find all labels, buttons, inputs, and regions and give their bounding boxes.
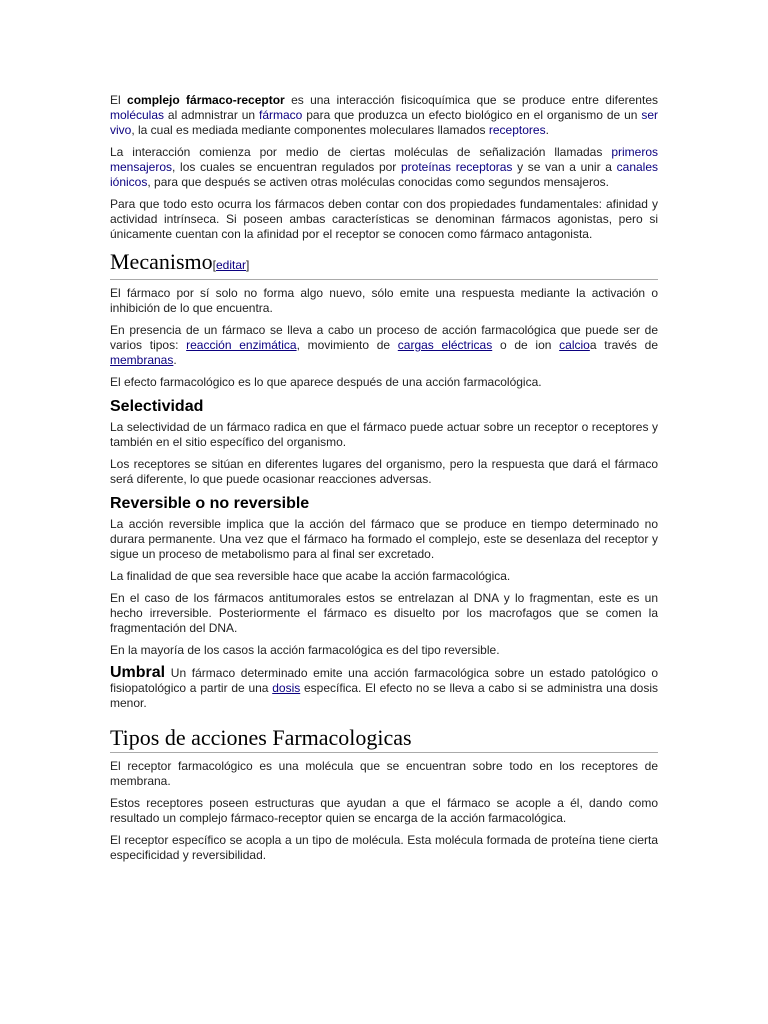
selectividad-paragraph-1: La selectividad de un fármaco radica en que el fármaco puede actuar sobre un receptor o receptores y también en el sitio específico del organismo. xyxy=(110,420,658,449)
link-membranas[interactable]: membranas xyxy=(110,353,174,367)
link-moleculas[interactable]: moléculas xyxy=(110,108,165,122)
intro-paragraph-3: Para que todo esto ocurra los fármacos deben contar con dos propiedades fundamentales: afinidad y actividad intrínseca. Si poseen ambas características se denominan fármacos agonistas, pero si únicamente cuentan con la afinidad por el receptor se conocen como fármaco antagonista. xyxy=(110,197,658,241)
text: . xyxy=(173,353,177,367)
text: , para que después se activen otras moléculas conocidas como segundos mensajeros. xyxy=(147,175,609,189)
text: En presencia de un fármaco se lleva a cabo un proceso de acción farmacológica que puede ser de varios tipos: xyxy=(110,323,658,352)
subheading-reversible: Reversible o no reversible xyxy=(110,495,310,512)
reversible-paragraph-3: En el caso de los fármacos antitumorales estos se entrelazan al DNA y lo fragmentan, este es un hecho irreversible. Posteriormente el fármaco es disuelto por los macrofagos que se comen la fragmentación del DNA. xyxy=(110,591,658,635)
text: a través de xyxy=(589,338,658,352)
bold-term: complejo fármaco-receptor xyxy=(127,93,285,107)
text: o de ion xyxy=(492,338,560,352)
link-reaccion-enzimatica[interactable]: reacción enzimática xyxy=(186,338,297,352)
text: , la cual es mediada mediante componentes moleculares llamados xyxy=(131,123,489,137)
link-farmaco[interactable]: fármaco xyxy=(258,108,303,122)
tipos-paragraph-1: El receptor farmacológico es una molécula que se encuentran sobre todo en los receptores de membrana. xyxy=(110,759,658,788)
link-dosis[interactable]: dosis xyxy=(272,681,301,695)
text: . xyxy=(545,123,549,137)
text: al admnistrar un xyxy=(164,108,259,122)
text: La interacción comienza por medio de ciertas moléculas de señalización llamadas xyxy=(110,145,612,159)
reversible-paragraph-2: La finalidad de que sea reversible hace que acabe la acción farmacológica. xyxy=(110,569,511,583)
link-primeros-mensajeros[interactable]: primeros mensajeros xyxy=(110,145,658,174)
heading-text: Mecanismo xyxy=(110,249,213,274)
mecanismo-paragraph-1: El fármaco por sí solo no forma algo nuevo, sólo emite una respuesta mediante la activación o inhibición de lo que encuentra. xyxy=(110,286,658,315)
bracket: ] xyxy=(246,258,250,272)
edit-section-link xyxy=(213,258,250,272)
link-proteinas-receptoras[interactable]: proteínas receptoras xyxy=(401,160,513,174)
link-canales-ionicos[interactable]: canales iónicos xyxy=(110,160,659,189)
tipos-paragraph-2: Estos receptores poseen estructuras que ayudan a que el fármaco se acople a él, dando como resultado un complejo fármaco-receptor quien se encarga de la acción farmacológica. xyxy=(110,796,658,825)
link-calcio[interactable]: calcio xyxy=(559,338,590,352)
text: para que produzca un efecto biológico en el organismo de un xyxy=(302,108,642,122)
edit-link[interactable]: editar xyxy=(216,258,247,272)
mecanismo-paragraph-3: El efecto farmacológico es lo que aparece después de una acción farmacológica. xyxy=(110,375,542,389)
text: , movimiento de xyxy=(296,338,398,352)
section-heading-tipos: Tipos de acciones Farmacologicas xyxy=(110,725,658,753)
link-cargas-electricas[interactable]: cargas eléctricas xyxy=(397,338,493,352)
tipos-paragraph-3: El receptor específico se acopla a un tipo de molécula. Esta molécula formada de proteína tiene cierta especificidad y reversibilidad. xyxy=(110,833,658,862)
umbral-title: Umbral xyxy=(110,664,166,681)
text: es una interacción fisicoquímica que se produce entre diferentes xyxy=(284,93,658,107)
mecanismo-paragraph-2 xyxy=(110,323,658,368)
text: El xyxy=(110,93,128,107)
reversible-paragraph-4: En la mayoría de los casos la acción farmacológica es del tipo reversible. xyxy=(110,643,500,657)
intro-paragraph-1 xyxy=(110,93,658,138)
text: y se van a unir a xyxy=(512,160,617,174)
reversible-paragraph-1: La acción reversible implica que la acción del fármaco que se produce en tiempo determinado no durara permanente. Una vez que el fármaco ha formado el complejo, este se desenlaza del receptor y sigue un proceso de metabolismo para al final ser excretado. xyxy=(110,517,658,561)
subheading-selectividad: Selectividad xyxy=(110,398,204,415)
link-receptores[interactable]: receptores xyxy=(488,123,546,137)
article-body xyxy=(110,93,658,870)
section-heading-mecanismo xyxy=(110,249,658,280)
umbral-paragraph xyxy=(110,665,658,711)
intro-paragraph-2 xyxy=(110,145,658,190)
link-ser-vivo[interactable]: ser vivo xyxy=(110,108,658,137)
text: , los cuales se encuentran regulados por xyxy=(172,160,401,174)
text: Un fármaco determinado emite una acción farmacológica sobre un estado patológico o fisiopatológico a partir de una xyxy=(110,666,658,695)
selectividad-paragraph-2: Los receptores se sitúan en diferentes lugares del organismo, pero la respuesta que dará el fármaco será diferente, lo que puede ocasionar reacciones adversas. xyxy=(110,457,658,486)
bracket: [ xyxy=(212,258,216,272)
text: específica. El efecto no se lleva a cabo si se administra una dosis menor. xyxy=(110,681,658,710)
